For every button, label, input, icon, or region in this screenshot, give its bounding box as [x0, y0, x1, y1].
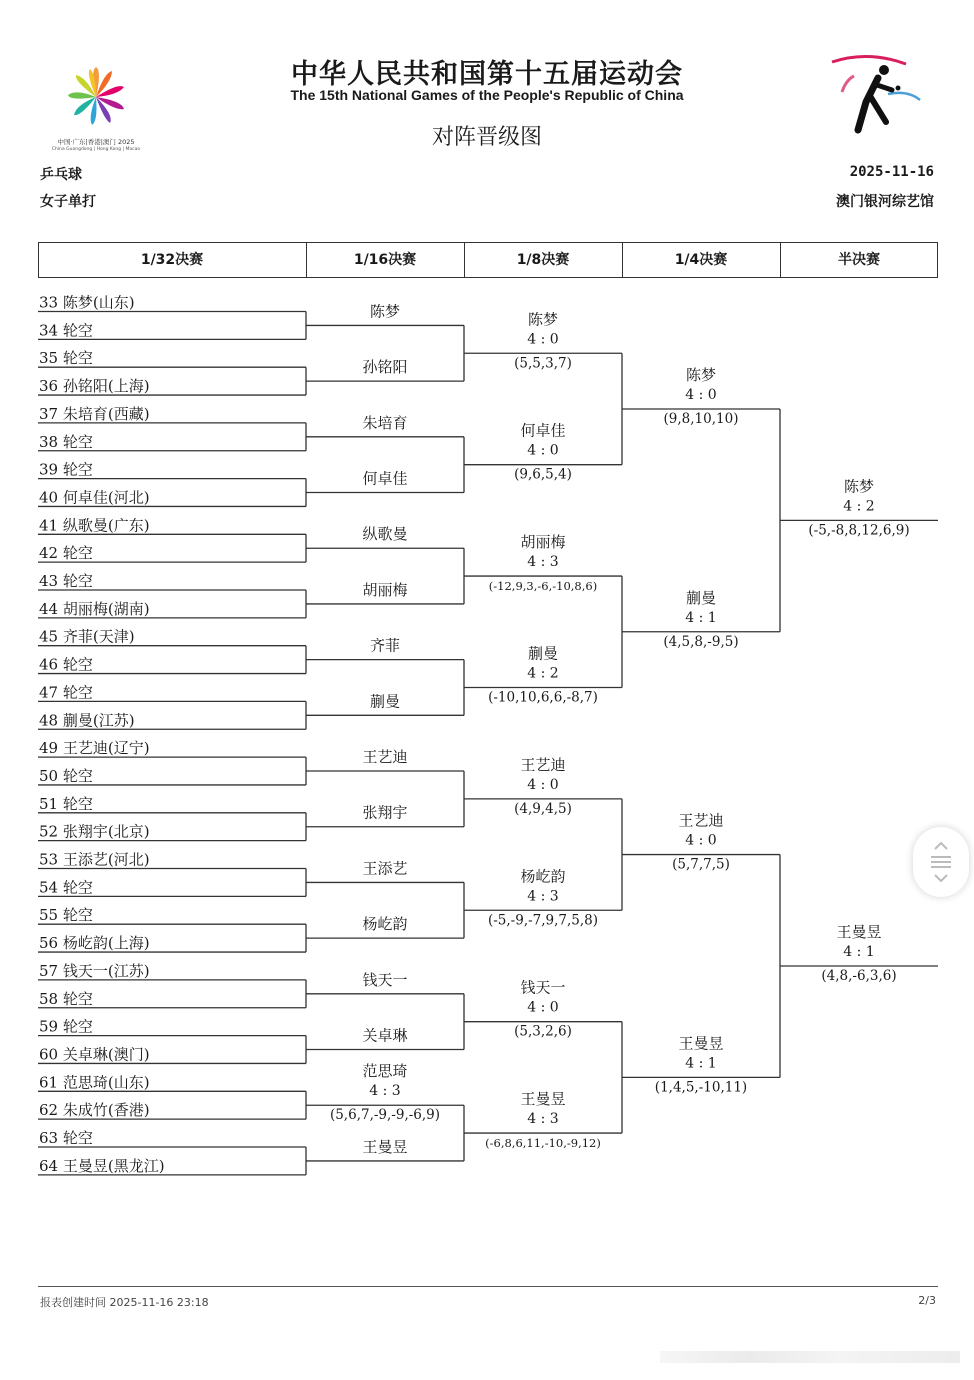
r16-winner-name: 王曼昱 — [362, 1137, 408, 1156]
r8-winner-name: 王曼昱 — [520, 1090, 566, 1109]
r16-winner-name: 钱天一 — [362, 970, 408, 989]
r8-score: 4 : 2 — [527, 665, 559, 682]
r32-entry-label: 59 轮空 — [39, 1017, 93, 1036]
date-label: 2025-11-16 — [849, 164, 934, 180]
r8-set-scores: (-10,10,6,6,-8,7) — [488, 689, 598, 706]
r8-set-scores: (9,6,5,4) — [514, 466, 572, 483]
qf-set-scores: (4,5,8,-9,5) — [663, 633, 739, 650]
r32-entry-label: 58 轮空 — [39, 989, 93, 1008]
r8-winner-name: 钱天一 — [520, 978, 566, 997]
qf-winner-name: 陈梦 — [685, 365, 717, 384]
r8-winner-name: 何卓佳 — [520, 421, 566, 440]
r32-entry-label: 54 轮空 — [39, 878, 93, 897]
bracket-subtitle: 对阵晋级图 — [431, 125, 542, 150]
r32-entry-label: 38 轮空 — [39, 432, 93, 451]
r32-entry-label: 56 杨屹韵(上海) — [39, 934, 150, 953]
r8-score: 4 : 0 — [527, 442, 559, 459]
r32-entry-label: 35 轮空 — [39, 349, 93, 368]
qf-set-scores: (5,7,7,5) — [672, 856, 730, 873]
emblem-subcaption: China Guangdong | Hong Kong | Macao — [51, 147, 141, 152]
r32-entry-label: 39 轮空 — [39, 460, 93, 479]
round-header-qf: 1/4决赛 — [674, 252, 728, 268]
qf-winner-name: 王曼昱 — [678, 1034, 724, 1053]
r16-winner-name: 蒯曼 — [369, 692, 401, 711]
r32-entry-label: 41 纵歌曼(广东) — [39, 516, 150, 535]
r32-entry-label: 57 钱天一(江苏) — [39, 961, 150, 980]
watermark-strip — [660, 1351, 960, 1363]
r16-score: 4 : 3 — [369, 1083, 401, 1100]
round-header-sf: 半决赛 — [838, 252, 880, 268]
r32-entry-label: 37 朱培育(西藏) — [39, 404, 150, 423]
sf-set-scores: (4,8,-6,3,6) — [821, 967, 897, 984]
footer-divider — [38, 1286, 938, 1287]
r32-entry-label: 45 齐菲(天津) — [39, 627, 135, 646]
r32-entry-label: 42 轮空 — [39, 544, 93, 563]
r32-entry-label: 44 胡丽梅(湖南) — [39, 599, 150, 618]
page-title: 中华人民共和国第十五届运动会 — [291, 59, 683, 90]
page-number: 2/3 — [918, 1294, 936, 1307]
r32-entry-label: 40 何卓佳(河北) — [39, 488, 150, 507]
scroll-arrows-icon — [913, 827, 969, 897]
page-title-english: The 15th National Games of the People's Republic of China — [290, 87, 684, 103]
r8-score: 4 : 3 — [527, 1111, 559, 1128]
r8-winner-name: 陈梦 — [527, 310, 559, 329]
r16-winner-name: 王添艺 — [362, 859, 408, 878]
round-header-r32: 1/32决赛 — [140, 252, 204, 268]
report-created-time: 报表创建时间 2025-11-16 23:18 — [40, 1296, 209, 1309]
r8-set-scores: (5,3,2,6) — [514, 1023, 572, 1040]
r32-entry-label: 47 轮空 — [39, 683, 93, 702]
r16-winner-name: 胡丽梅 — [362, 580, 408, 599]
r32-entry-label: 64 王曼昱(黑龙江) — [39, 1156, 165, 1175]
sf-winner-name: 陈梦 — [843, 477, 875, 496]
r8-set-scores: (-12,9,3,-6,-10,8,6) — [488, 579, 598, 594]
venue-label: 澳门银河综艺馆 — [836, 194, 934, 210]
r8-winner-name: 胡丽梅 — [520, 533, 566, 552]
r8-score: 4 : 0 — [527, 999, 559, 1016]
r32-entry-label: 48 蒯曼(江苏) — [39, 711, 135, 730]
r32-entry-label: 36 孙铭阳(上海) — [39, 377, 150, 396]
r32-entry-label: 49 王艺迪(辽宁) — [39, 739, 150, 758]
r32-entry-label: 43 轮空 — [39, 572, 93, 590]
r32-entry-label: 46 轮空 — [39, 655, 93, 674]
r32-entry-label: 61 范思琦(山东) — [39, 1073, 150, 1092]
r8-winner-name: 杨屹韵 — [520, 867, 566, 886]
r8-winner-name: 蒯曼 — [527, 644, 559, 663]
qf-winner-name: 王艺迪 — [678, 811, 724, 830]
event-label: 女子单打 — [40, 194, 96, 210]
qf-set-scores: (1,4,5,-10,11) — [654, 1079, 748, 1096]
r32-entry-label: 51 轮空 — [39, 794, 93, 813]
sport-label: 乒乓球 — [40, 167, 82, 183]
r16-winner-name: 陈梦 — [369, 302, 401, 321]
r32-entry-label: 62 朱成竹(香港) — [39, 1101, 150, 1120]
emblem-caption: 中国·广东|香港|澳门 2025 — [57, 138, 135, 146]
r8-set-scores: (5,5,3,7) — [514, 355, 572, 372]
scroll-handle[interactable] — [913, 827, 969, 897]
qf-score: 4 : 1 — [685, 609, 717, 626]
r16-winner-name: 齐菲 — [369, 636, 401, 655]
qf-score: 4 : 0 — [685, 832, 717, 849]
sf-score: 4 : 1 — [843, 943, 875, 960]
r8-score: 4 : 0 — [527, 776, 559, 793]
r32-entry-label: 34 轮空 — [39, 321, 93, 340]
qf-set-scores: (9,8,10,10) — [663, 410, 739, 427]
qf-winner-name: 蒯曼 — [685, 588, 717, 607]
sf-score: 4 : 2 — [843, 498, 875, 515]
r32-entry-label: 50 轮空 — [39, 766, 93, 785]
r8-winner-name: 王艺迪 — [520, 755, 566, 774]
r8-set-scores: (4,9,4,5) — [514, 800, 572, 817]
sf-winner-name: 王曼昱 — [836, 922, 882, 941]
r16-winner-name: 杨屹韵 — [362, 915, 408, 934]
r8-score: 4 : 3 — [527, 888, 559, 905]
qf-score: 4 : 1 — [685, 1055, 717, 1072]
r32-entry-label: 60 关卓琳(澳门) — [39, 1045, 150, 1064]
r16-set-scores: (5,6,7,-9,-9,-6,9) — [329, 1107, 441, 1124]
r32-entry-label: 33 陈梦(山东) — [39, 293, 135, 312]
r16-winner-name: 关卓琳 — [362, 1026, 408, 1045]
sf-set-scores: (-5,-8,8,12,6,9) — [808, 522, 910, 539]
r32-entry-label: 53 王添艺(河北) — [39, 850, 150, 869]
r8-score: 4 : 3 — [527, 554, 559, 571]
r16-winner-name: 纵歌曼 — [362, 525, 408, 544]
r8-set-scores: (-6,8,6,11,-10,-9,12) — [485, 1136, 601, 1151]
r8-score: 4 : 0 — [527, 331, 559, 348]
round-header-r8: 1/8决赛 — [516, 252, 570, 268]
r16-winner-name: 王艺迪 — [362, 748, 408, 767]
r32-entry-label: 52 张翔宇(北京) — [39, 822, 150, 841]
r32-entry-label: 63 轮空 — [39, 1129, 93, 1147]
qf-score: 4 : 0 — [685, 386, 717, 403]
r16-winner-name: 孙铭阳 — [362, 358, 408, 377]
round-header-r16: 1/16决赛 — [353, 252, 417, 268]
r8-set-scores: (-5,-9,-7,9,7,5,8) — [487, 912, 599, 929]
r32-entry-label: 55 轮空 — [39, 906, 93, 925]
r16-winner-name: 朱培育 — [362, 413, 408, 432]
r16-winner-name: 何卓佳 — [362, 469, 408, 488]
r16-winner-name: 范思琦 — [362, 1062, 408, 1081]
r16-winner-name: 张翔宇 — [362, 803, 408, 822]
